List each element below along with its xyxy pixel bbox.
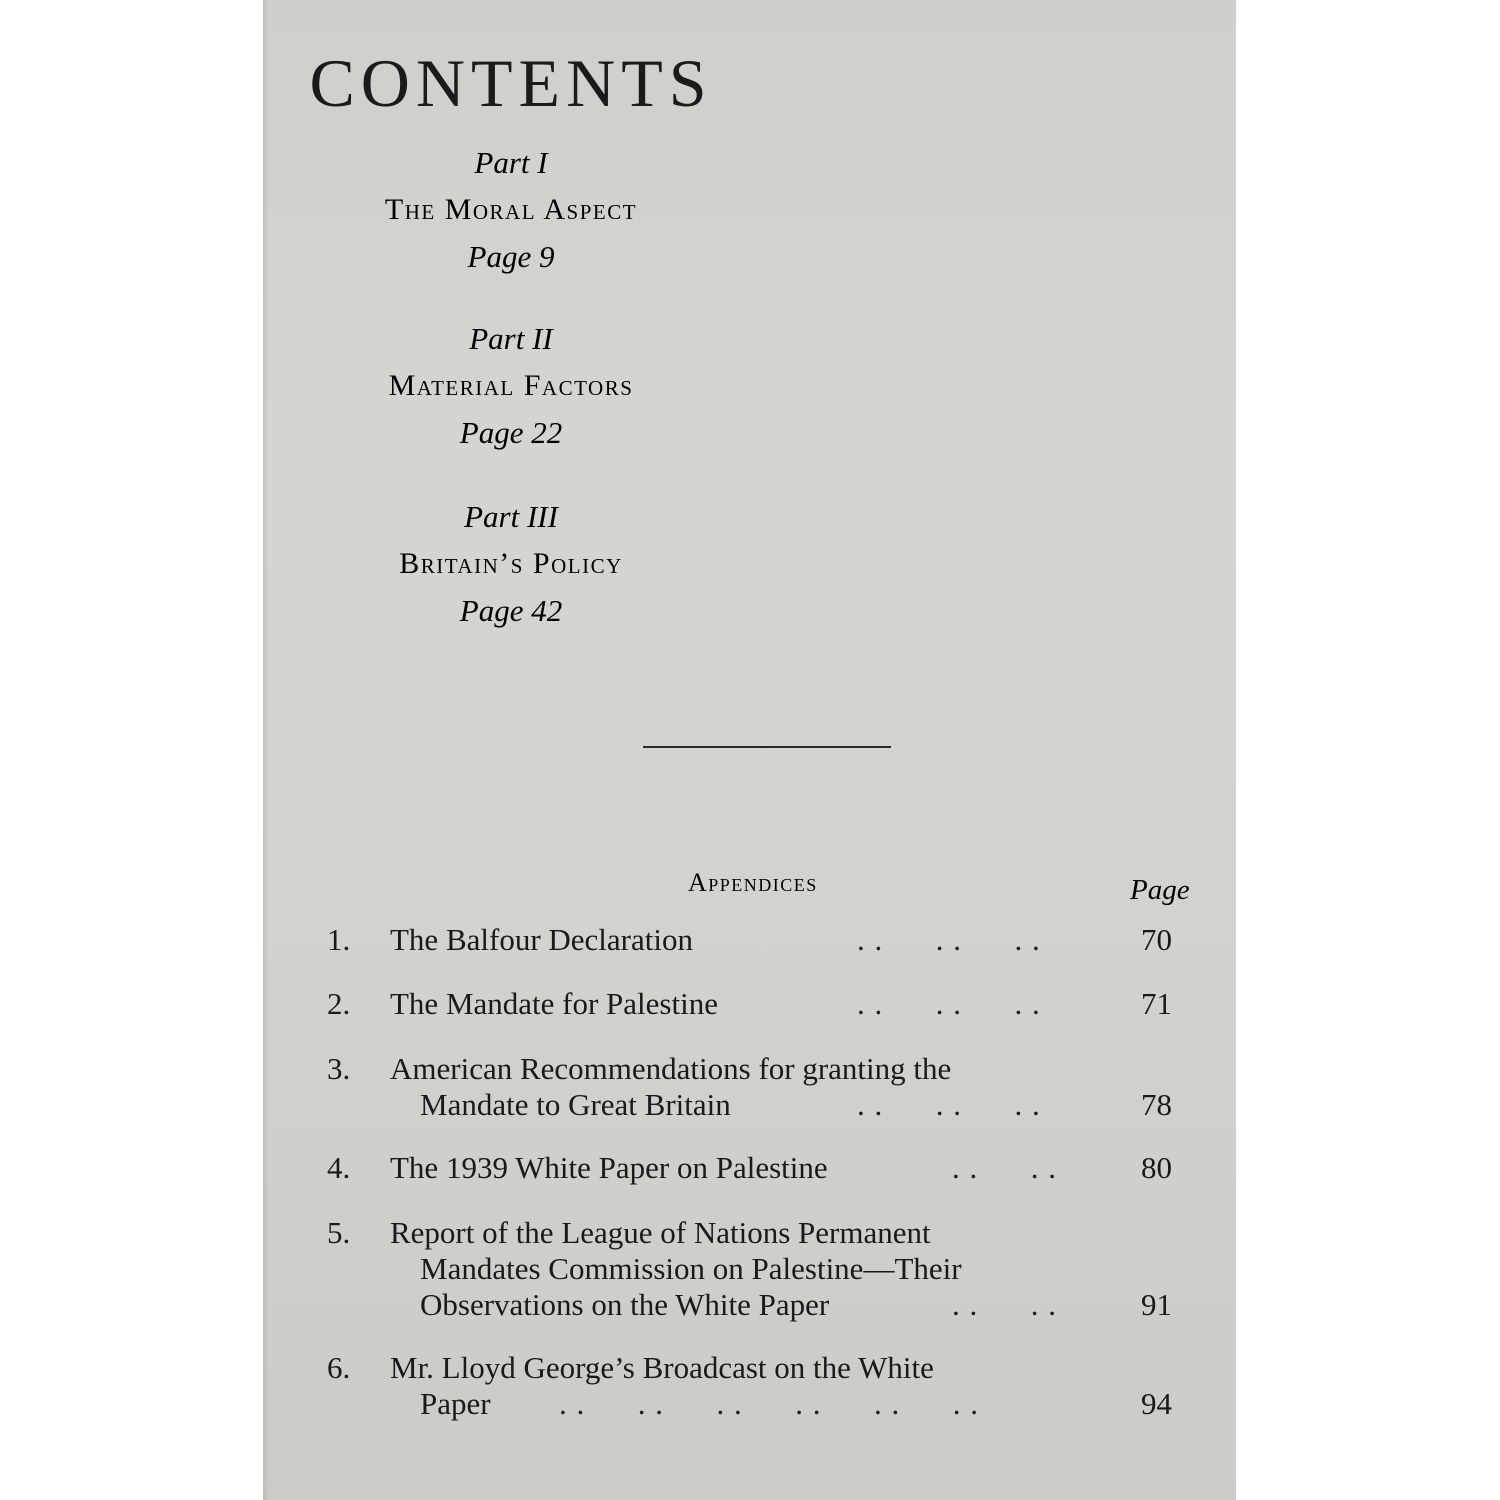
appendix-page: 80	[1141, 1150, 1172, 1185]
appendix-number: 2.	[327, 986, 351, 1021]
leader-dots: . . . . . . . . . . . .	[559, 1386, 979, 1421]
appendix-title-line: Observations on the White Paper	[420, 1287, 830, 1322]
appendix-page: 70	[1141, 922, 1172, 957]
appendix-entry-3	[327, 1051, 1187, 1123]
part-heading: Material Factors	[388, 369, 634, 402]
appendix-title-line: The Balfour Declaration	[390, 922, 693, 957]
part-label: Part II	[469, 321, 553, 356]
leader-dots: . . . . . .	[857, 986, 1041, 1021]
leader-dots: . . . .	[952, 1287, 1057, 1322]
appendix-title-line: American Recommendations for granting the	[390, 1051, 952, 1086]
appendix-title-line: Mr. Lloyd George’s Broadcast on the White	[390, 1350, 934, 1385]
appendix-entry-4	[327, 1150, 1187, 1186]
appendix-page: 78	[1141, 1087, 1172, 1122]
contents-title: CONTENTS	[309, 45, 713, 121]
section-divider	[643, 746, 891, 748]
appendix-page: 91	[1141, 1287, 1172, 1322]
appendix-entry-2	[327, 986, 1187, 1022]
appendix-entry-1	[327, 922, 1187, 958]
part-heading: Britain’s Policy	[399, 547, 623, 580]
appendix-number: 4.	[327, 1150, 351, 1185]
part-page: Page 42	[459, 593, 563, 628]
appendix-entry-6	[327, 1350, 1187, 1422]
appendix-title-line: Mandate to Great Britain	[420, 1087, 731, 1122]
appendix-title-line: The 1939 White Paper on Palestine	[390, 1150, 828, 1185]
appendices-heading: Appendices	[688, 868, 818, 897]
page-column-label: Page	[1130, 874, 1190, 906]
appendix-page: 94	[1141, 1386, 1172, 1421]
part-label: Part III	[464, 499, 558, 534]
part-label: Part I	[474, 145, 548, 180]
leader-dots: . . . . . .	[857, 1087, 1041, 1122]
part-page: Page 22	[459, 415, 563, 450]
part-2	[0, 316, 1022, 456]
appendix-number: 1.	[327, 922, 351, 957]
appendix-title-line: Report of the League of Nations Permanent	[390, 1215, 931, 1250]
part-page: Page 9	[467, 239, 555, 274]
appendix-number: 3.	[327, 1051, 351, 1086]
appendix-title-line: Mandates Commission on Palestine—Their	[420, 1251, 962, 1286]
appendix-title-line: The Mandate for Palestine	[390, 986, 718, 1021]
leader-dots: . . . .	[952, 1150, 1057, 1185]
leader-dots: . . . . . .	[857, 922, 1041, 957]
appendix-title-line: Paper	[420, 1386, 491, 1421]
part-3	[0, 494, 1022, 634]
appendix-number: 6.	[327, 1350, 351, 1385]
part-heading: The Moral Aspect	[384, 193, 638, 226]
part-1	[0, 140, 1022, 280]
appendix-page: 71	[1141, 986, 1172, 1021]
appendix-entry-5	[327, 1215, 1187, 1323]
appendix-number: 5.	[327, 1215, 351, 1250]
